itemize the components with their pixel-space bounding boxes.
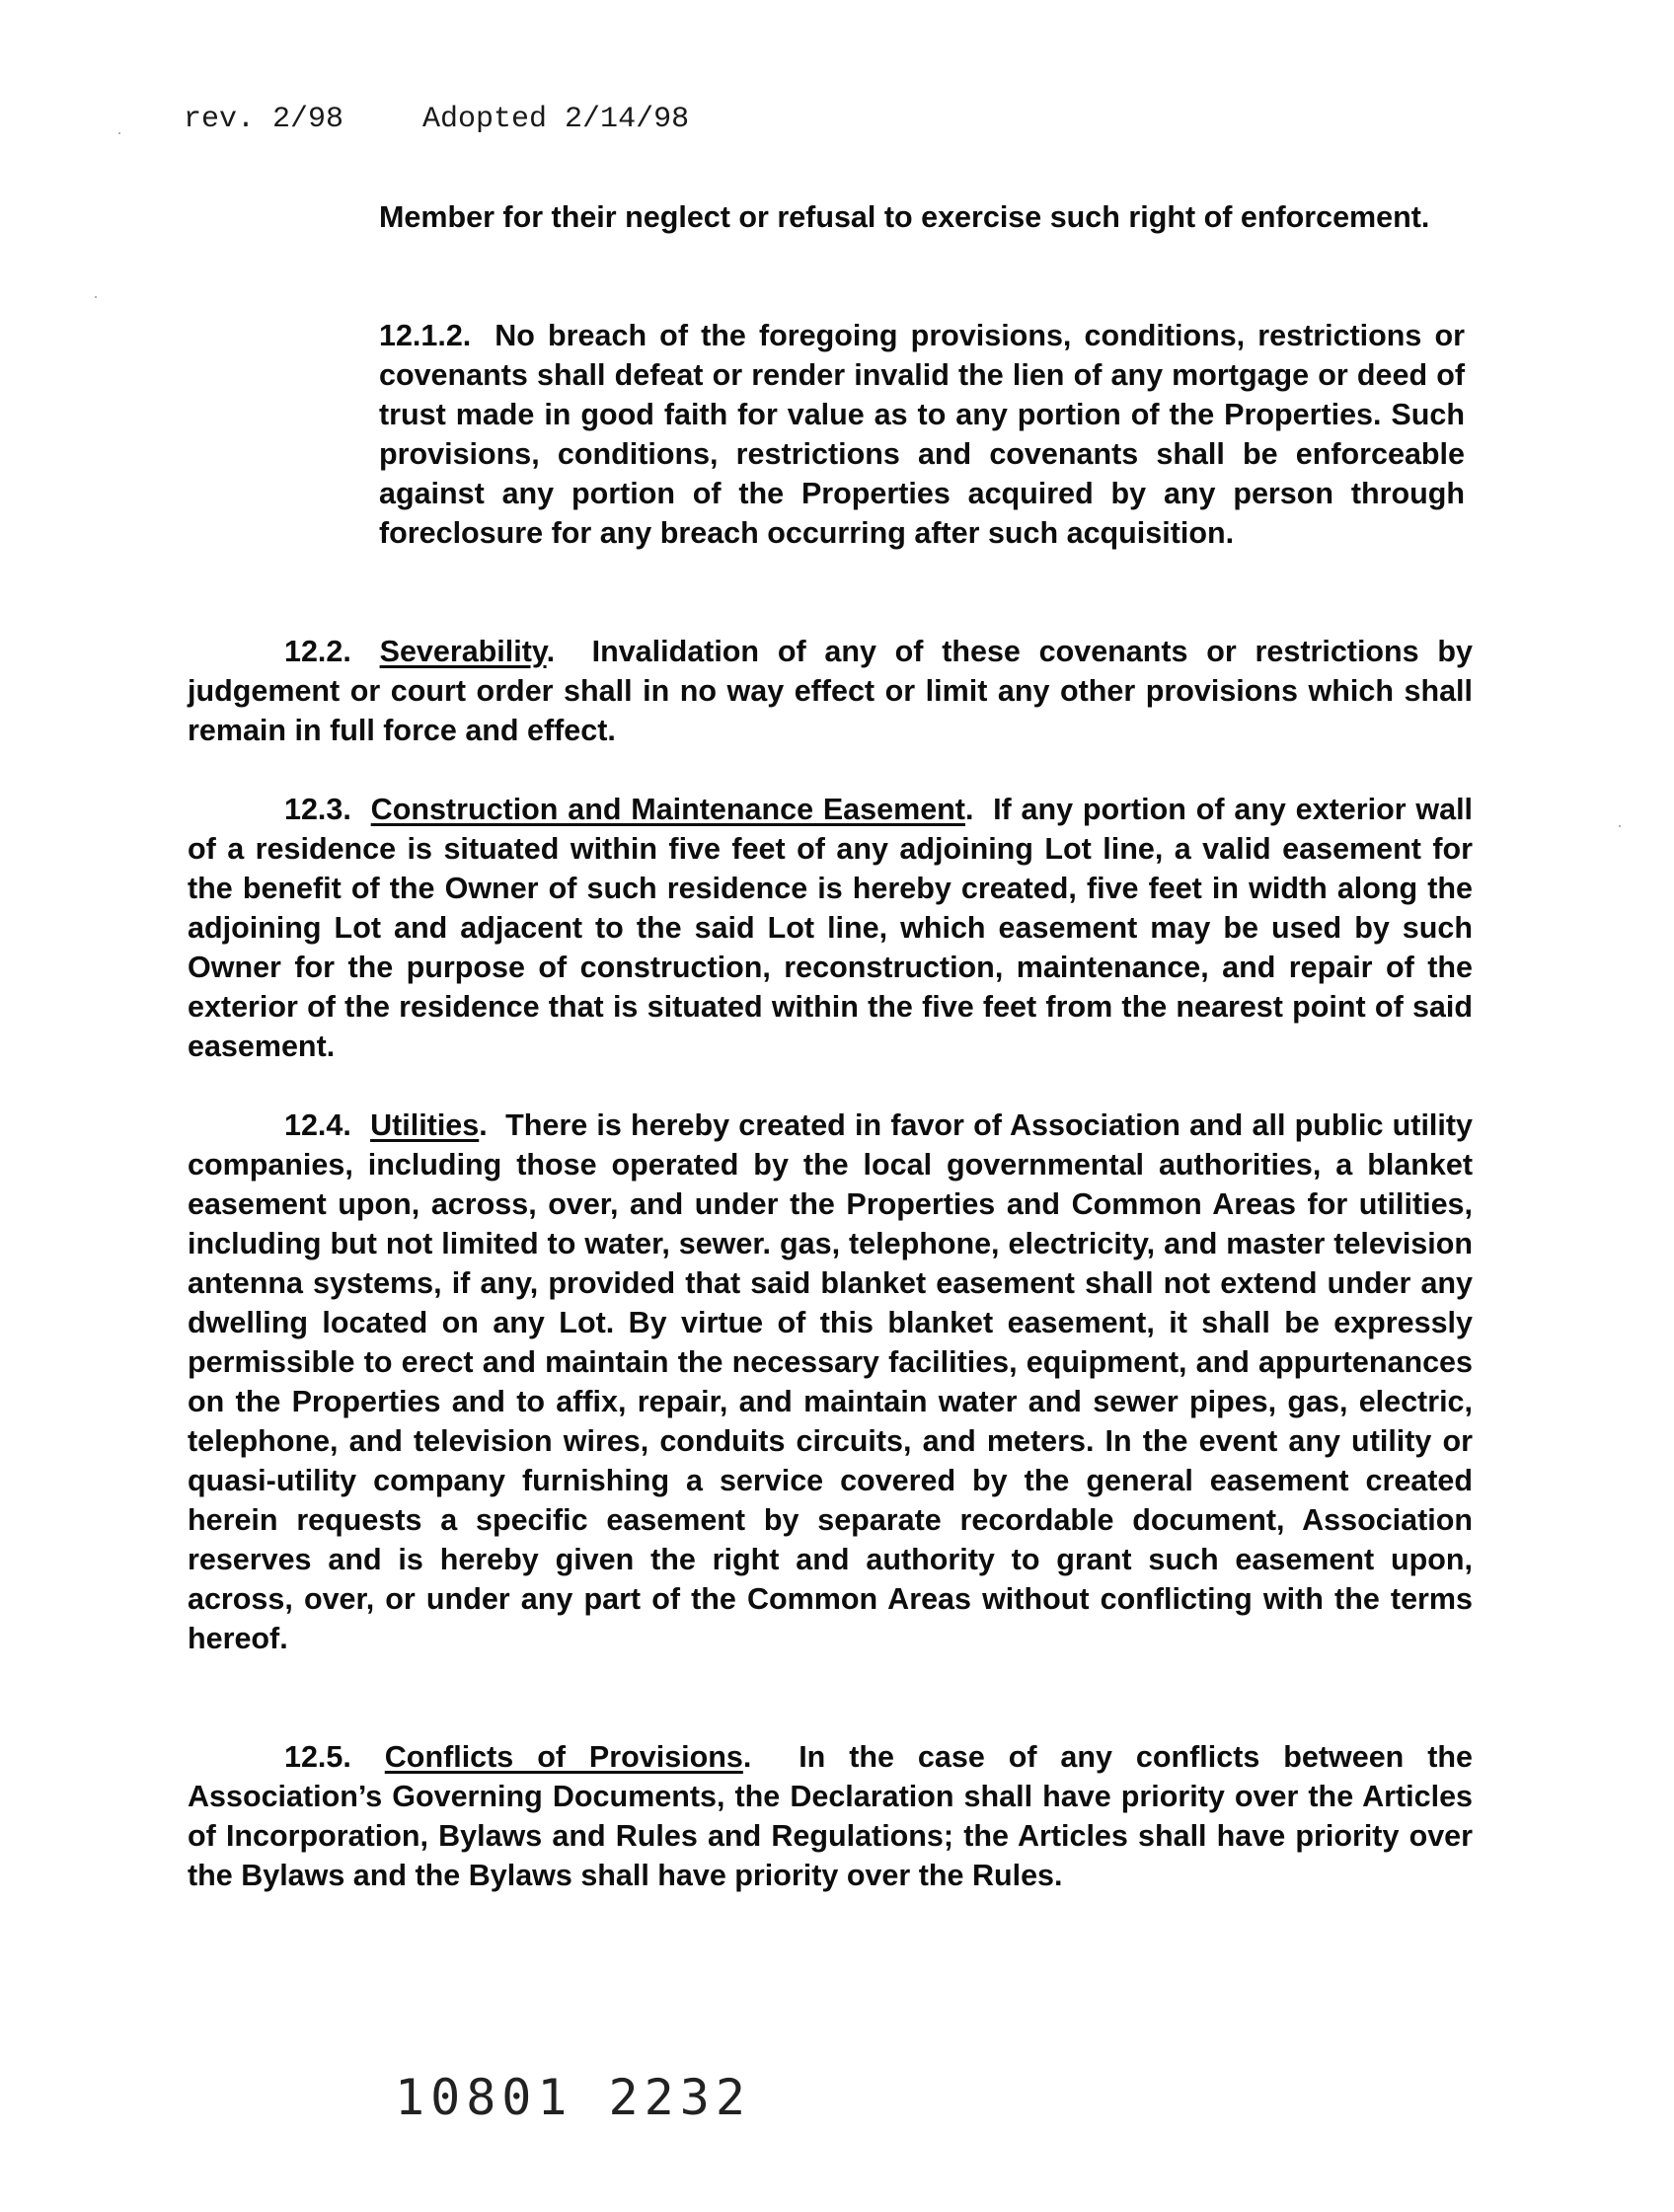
continuation-paragraph xyxy=(379,197,1465,237)
section-text: In the case of any conflicts between the Association’s Governing Documents, the Declaration shall have priority over the Articles of Incorporation, Bylaws and Rules and Regulations; the Articles shall have priority over the Bylaws and the Bylaws shall have priority over the Rules. xyxy=(188,1740,1473,1892)
section-number: 12.2. xyxy=(284,635,351,668)
section-number: 12.4. xyxy=(284,1108,351,1142)
recording-stamp xyxy=(395,2069,751,2126)
continuation-text: Member for their neglect or refusal to exercise such right of enforcement. xyxy=(379,200,1430,234)
scan-speck xyxy=(1619,825,1621,827)
section-12-5: 12.5. Conflicts of Provisions. In the case of any conflicts between the Association’s Governing Documents, the Declaration shall have priority over the Articles of Incorporation, Bylaws and Rules and Regulations; the Articles shall have priority over the Bylaws and the Bylaws shall have priority over the Rules. xyxy=(188,1737,1473,1895)
page-header xyxy=(184,103,689,136)
section-number: 12.3. xyxy=(284,793,351,826)
book-number: 10801 xyxy=(395,2069,573,2126)
section-text: If any portion of any exterior wall of a residence is situated within five feet of any adjoining Lot line, a valid easement for the benefit of the Owner of such residence is hereby created, five feet in width along the adjoining Lot and adjacent to the said Lot line, which easement may be used by such Owner for the purpose of construction, reconstruction, maintenance, and repair of the exterior of the residence that is situated within the five feet from the nearest point of said easement. xyxy=(188,793,1474,1063)
section-text: Invalidation of any of these covenants or restrictions by judgement or court order shall in no way effect or limit any other provisions which shall remain in full force and effect. xyxy=(188,635,1473,747)
section-12-3: 12.3. Construction and Maintenance Easement. If any portion of any exterior wall of a residence is situated within five feet of any adjoining Lot line, a valid easement for the benefit of the Owner of such residence is hereby created, five feet in width along the adjoining Lot and adjacent to the said Lot line, which easement may be used by such Owner for the purpose of construction, reconstruction, maintenance, and repair of the exterior of the residence that is situated within the five feet from the nearest point of said easement. xyxy=(188,790,1473,1066)
adopted-date: Adopted 2/14/98 xyxy=(422,103,690,136)
page-number: 2232 xyxy=(608,2069,751,2126)
section-heading: Utilities xyxy=(370,1108,480,1142)
scan-speck xyxy=(118,132,120,134)
section-text: There is hereby created in favor of Association and all public utility companies, including those operated by the local governmental authorities, a blanket easement upon, across, over, and under the Properties and Common Areas for utilities, including but not limited to water, sewer. gas, telephone, electricity, and master television antenna systems, if any, provided that said blanket easement shall not extend under any dwelling located on any Lot. By virtue of this blanket easement, it shall be expressly permissible to erect and maintain the necessary facilities, equipment, and appurtenances on the Properties and to affix, repair, and maintain water and sewer pipes, gas, electric, telephone, and television wires, conduits circuits, and meters. In the event any utility or quasi-utility company furnishing a service covered by the general easement created herein requests a specific easement by separate recordable document, Association reserves and is hereby given the right and authority to grant such easement upon, across, over, or under any part of the Common Areas without conflicting with the terms hereof. xyxy=(188,1108,1473,1655)
section-number: 12.5. xyxy=(284,1740,351,1774)
revision-label: rev. 2/98 xyxy=(184,103,344,136)
section-number: 12.1.2. xyxy=(379,319,472,352)
section-heading: Severability xyxy=(379,635,547,668)
section-12-4: 12.4. Utilities. There is hereby created in favor of Association and all public utility companies, including those operated by the local governmental authorities, a blanket easement upon, across, over, and under the Properties and Common Areas for utilities, including but not limited to water, sewer. gas, telephone, electricity, and master television antenna systems, if any, provided that said blanket easement shall not extend under any dwelling located on any Lot. By virtue of this blanket easement, it shall be expressly permissible to erect and maintain the necessary facilities, equipment, and appurtenances on the Properties and to affix, repair, and maintain water and sewer pipes, gas, electric, telephone, and television wires, conduits circuits, and meters. In the event any utility or quasi-utility company furnishing a service covered by the general easement created herein requests a specific easement by separate recordable document, Association reserves and is hereby given the right and authority to grant such easement upon, across, over, or under any part of the Common Areas without conflicting with the terms hereof. xyxy=(188,1106,1473,1658)
section-12-1-2 xyxy=(379,316,1465,553)
section-heading: Construction and Maintenance Easement xyxy=(370,793,965,826)
section-heading: Conflicts of Provisions xyxy=(384,1740,743,1774)
section-12-2: 12.2. Severability. Invalidation of any of these covenants or restrictions by judgement or court order shall in no way effect or limit any other provisions which shall remain in full force and effect. xyxy=(188,632,1473,750)
scan-speck xyxy=(95,296,97,298)
section-text: No breach of the foregoing provisions, conditions, restrictions or covenants shall defeat or render invalid the lien of any mortgage or deed of trust made in good faith for value as to any portion of the Properties. Such provisions, conditions, restrictions and covenants shall be enforceable against any portion of the Properties acquired by any person through foreclosure for any breach occurring after such acquisition. xyxy=(379,319,1465,550)
